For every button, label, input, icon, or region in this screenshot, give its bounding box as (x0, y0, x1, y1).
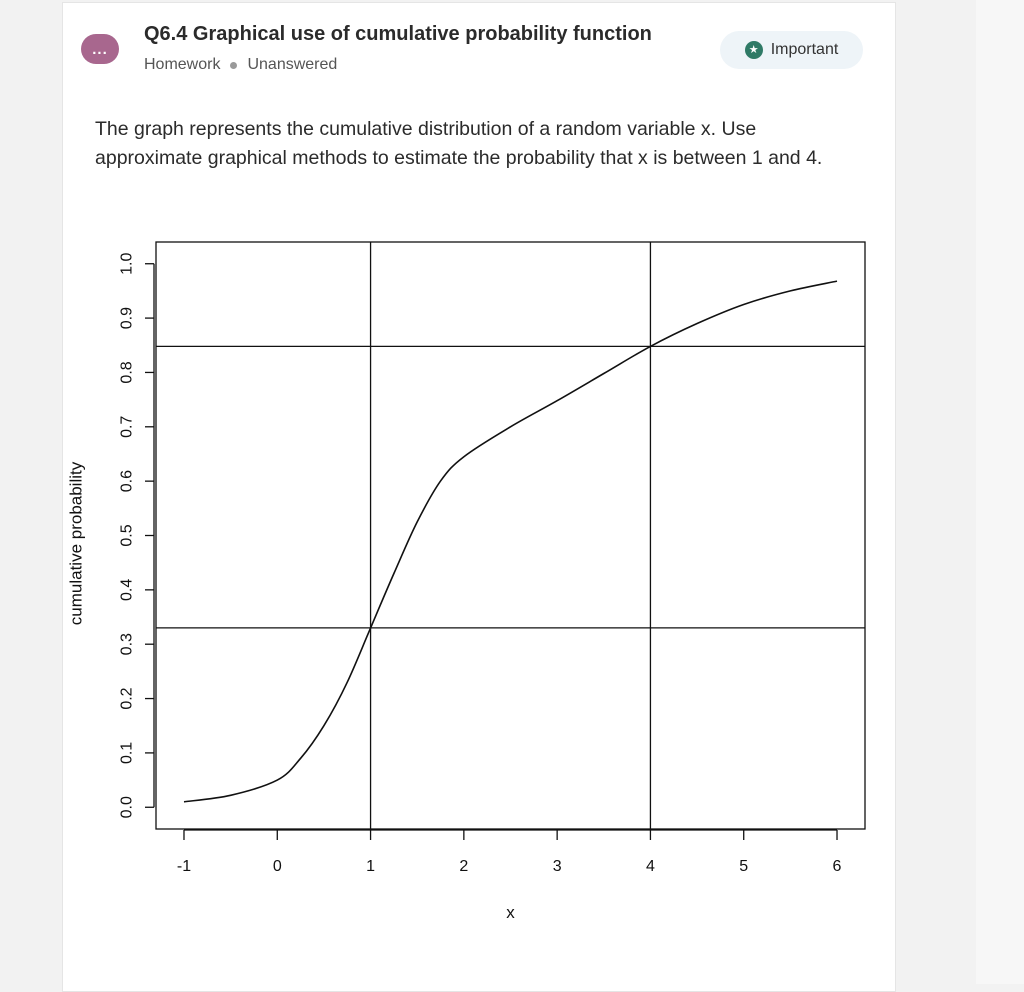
x-tick-label: 5 (739, 858, 749, 875)
question-category: Homework (144, 56, 221, 73)
plot-frame (156, 242, 865, 829)
y-tick-label: 0.4 (118, 578, 136, 601)
y-tick-label: 0.0 (118, 796, 136, 819)
x-tick-label: 3 (552, 858, 562, 875)
x-axis-label: x (506, 903, 515, 922)
y-tick-label: 0.8 (118, 361, 136, 384)
question-status: Unanswered (247, 56, 338, 73)
badge-label: Important (770, 41, 839, 58)
x-tick-label: 2 (459, 858, 469, 875)
y-tick-label: 0.1 (118, 741, 136, 765)
y-tick-label: 0.6 (118, 470, 136, 493)
x-tick-label: 6 (832, 858, 842, 875)
y-axis-label: cumulative probability (66, 461, 86, 626)
x-tick-label: 1 (366, 858, 376, 875)
x-tick-label: 0 (272, 858, 282, 875)
x-tick-label: -1 (176, 858, 192, 875)
star-icon: ★ (745, 41, 763, 59)
y-tick-label: 0.2 (118, 687, 136, 710)
more-options-avatar[interactable]: ... (81, 34, 119, 64)
cdf-curve (184, 281, 837, 802)
question-title: Q6.4 Graphical use of cumulative probability function (144, 23, 652, 45)
y-tick-label: 0.9 (118, 306, 136, 330)
question-text: The graph represents the cumulative distribution of a random variable x. Use approximate graphical methods to estimate the probability that x is between 1 and 4. (95, 118, 823, 169)
y-tick-label: 0.3 (118, 633, 136, 656)
y-tick-label: 1.0 (118, 252, 136, 275)
y-tick-label: 0.7 (118, 415, 136, 438)
x-tick-label: 4 (645, 858, 655, 875)
y-tick-label: 0.5 (118, 524, 136, 547)
